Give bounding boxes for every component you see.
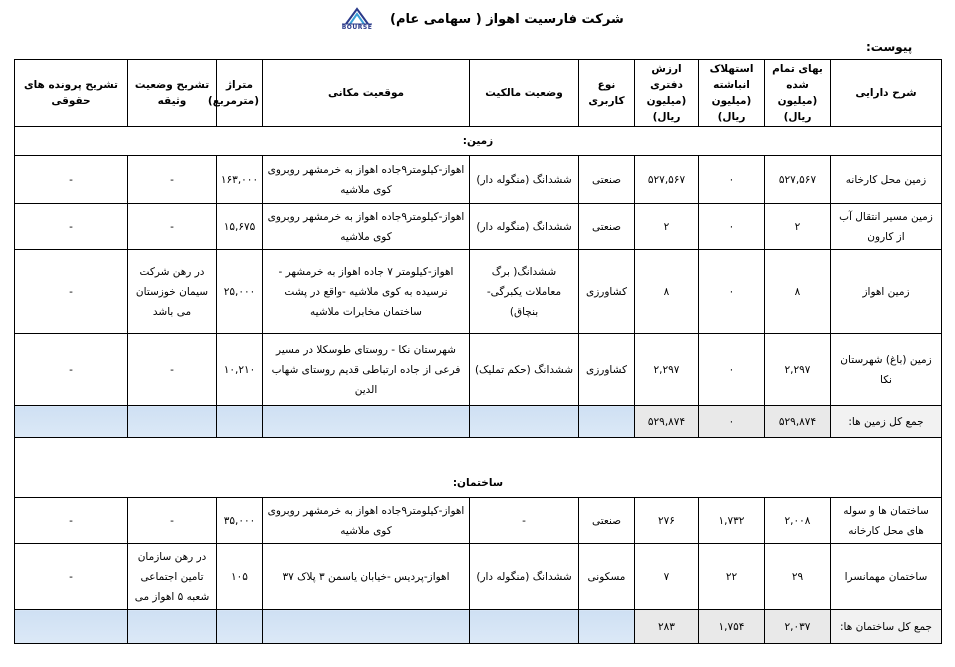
- area-cell: ۲۵,۰۰۰: [217, 250, 263, 334]
- location-cell: اهواز-کیلومتر ۷ جاده اهواز به خرمشهر - نرسیده به کوی ملاشیه -واقع در پشت ساختمان مخابرات ملاشیه: [263, 250, 470, 334]
- column-header: تشریح پرونده های حقوقی: [15, 60, 128, 127]
- asset-description: زمین محل کارخانه: [831, 156, 942, 204]
- location-cell: اهواز-کیلومتر۹جاده اهواز به خرمشهر روبروی کوی ملاشیه: [263, 204, 470, 250]
- blank-cell: [263, 610, 470, 644]
- page-header: [0, 0, 955, 60]
- ownership-cell: -: [470, 498, 579, 544]
- legal-cell: -: [15, 204, 128, 250]
- column-header: استهلاک انباشته (میلیون ریال): [699, 60, 765, 127]
- bourse-logo: [332, 6, 382, 38]
- blank-cell: [217, 406, 263, 438]
- depreciation-cell: ۲۲: [699, 544, 765, 610]
- depreciation-cell: ۰: [699, 156, 765, 204]
- table-row: [15, 334, 942, 406]
- blank-cell: [15, 406, 128, 438]
- column-header: موقعیت مکانی: [263, 60, 470, 127]
- section-title: ساختمان:: [15, 438, 942, 498]
- blank-cell: [263, 406, 470, 438]
- book-value-cell: ۲۷۶: [635, 498, 699, 544]
- table-row: [15, 544, 942, 610]
- total-depreciation: ۱,۷۵۴: [699, 610, 765, 644]
- collateral-cell: -: [128, 498, 217, 544]
- area-cell: ۱۶۳,۰۰۰: [217, 156, 263, 204]
- location-cell: اهواز-پردیس -خیابان یاسمن ۳ پلاک ۳۷: [263, 544, 470, 610]
- blank-cell: [15, 610, 128, 644]
- depreciation-cell: ۱,۷۳۲: [699, 498, 765, 544]
- column-header: تشریح وضعیت وثیقه: [128, 60, 217, 127]
- depreciation-cell: ۰: [699, 204, 765, 250]
- usage-cell: صنعتی: [579, 204, 635, 250]
- area-cell: ۳۵,۰۰۰: [217, 498, 263, 544]
- column-header: شرح دارایی: [831, 60, 942, 127]
- depreciation-cell: ۰: [699, 334, 765, 406]
- section-row-land: [15, 127, 942, 156]
- location-cell: اهواز-کیلومتر۹جاده اهواز به خرمشهر روبروی کوی ملاشیه: [263, 156, 470, 204]
- ownership-cell: ششدانگ (منگوله دار): [470, 204, 579, 250]
- asset-description: ساختمان مهمانسرا: [831, 544, 942, 610]
- cost-cell: ۸: [765, 250, 831, 334]
- section-row-buildings: [15, 438, 942, 498]
- area-cell: ۱۰۵: [217, 544, 263, 610]
- usage-cell: صنعتی: [579, 498, 635, 544]
- cost-cell: ۵۲۷,۵۶۷: [765, 156, 831, 204]
- ownership-cell: ششدانگ (منگوله دار): [470, 156, 579, 204]
- location-cell: شهرستان نکا - روستای طوسکلا در مسیر فرعی از جاده ارتباطی قدیم روستای شهاب الدین: [263, 334, 470, 406]
- book-value-cell: ۵۲۷,۵۶۷: [635, 156, 699, 204]
- book-value-cell: ۲: [635, 204, 699, 250]
- company-title: شرکت فارسیت اهواز ( سهامی عام): [390, 12, 624, 27]
- legal-cell: -: [15, 334, 128, 406]
- total-depreciation: ۰: [699, 406, 765, 438]
- collateral-cell: در رهن شرکت سیمان خوزستان می باشد: [128, 250, 217, 334]
- total-book-value: ۵۲۹,۸۷۴: [635, 406, 699, 438]
- book-value-cell: ۸: [635, 250, 699, 334]
- total-row-buildings: [15, 610, 942, 644]
- blank-cell: [470, 610, 579, 644]
- column-header: نوع کاربری: [579, 60, 635, 127]
- total-label: جمع کل ساختمان ها:: [831, 610, 942, 644]
- table-row: [15, 156, 942, 204]
- column-header: بهای تمام شده (میلیون ریال): [765, 60, 831, 127]
- assets-table: [14, 59, 942, 644]
- depreciation-cell: ۰: [699, 250, 765, 334]
- cost-cell: ۲۹: [765, 544, 831, 610]
- table-header-row: [15, 60, 942, 127]
- collateral-cell: -: [128, 204, 217, 250]
- blank-cell: [128, 406, 217, 438]
- asset-description: زمین (باغ) شهرستان نکا: [831, 334, 942, 406]
- collateral-cell: -: [128, 156, 217, 204]
- book-value-cell: ۲,۲۹۷: [635, 334, 699, 406]
- blank-cell: [217, 610, 263, 644]
- asset-description: زمین مسیر انتقال آب از کارون: [831, 204, 942, 250]
- area-cell: ۱۵,۶۷۵: [217, 204, 263, 250]
- cost-cell: ۲,۲۹۷: [765, 334, 831, 406]
- collateral-cell: -: [128, 334, 217, 406]
- usage-cell: کشاورزی: [579, 250, 635, 334]
- legal-cell: -: [15, 250, 128, 334]
- asset-description: زمین اهواز: [831, 250, 942, 334]
- book-value-cell: ۷: [635, 544, 699, 610]
- cost-cell: ۲,۰۰۸: [765, 498, 831, 544]
- legal-cell: -: [15, 498, 128, 544]
- blank-cell: [579, 610, 635, 644]
- table-row: [15, 250, 942, 334]
- total-label: جمع کل زمین ها:: [831, 406, 942, 438]
- total-cost: ۵۲۹,۸۷۴: [765, 406, 831, 438]
- legal-cell: -: [15, 544, 128, 610]
- column-header: متراژ (مترمربع): [217, 60, 263, 127]
- appendix-label: پیوست:: [866, 40, 913, 54]
- area-cell: ۱۰,۲۱۰: [217, 334, 263, 406]
- usage-cell: صنعتی: [579, 156, 635, 204]
- legal-cell: -: [15, 156, 128, 204]
- ownership-cell: ششدانگ( برگ معاملات یکبرگی-بنچاق): [470, 250, 579, 334]
- table-row: [15, 498, 942, 544]
- total-book-value: ۲۸۳: [635, 610, 699, 644]
- blank-cell: [128, 610, 217, 644]
- section-title: زمین:: [15, 127, 942, 156]
- asset-description: ساختمان ها و سوله های محل کارخانه: [831, 498, 942, 544]
- location-cell: اهواز-کیلومتر۹جاده اهواز به خرمشهر روبروی کوی ملاشیه: [263, 498, 470, 544]
- ownership-cell: ششدانگ (حکم تملیک): [470, 334, 579, 406]
- cost-cell: ۲: [765, 204, 831, 250]
- blank-cell: [470, 406, 579, 438]
- ownership-cell: ششدانگ (منگوله دار): [470, 544, 579, 610]
- column-header: وضعیت مالکیت: [470, 60, 579, 127]
- collateral-cell: در رهن سازمان تامین اجتماعی شعبه ۵ اهواز می: [128, 544, 217, 610]
- usage-cell: کشاورزی: [579, 334, 635, 406]
- total-row-land: [15, 406, 942, 438]
- usage-cell: مسکونی: [579, 544, 635, 610]
- blank-cell: [579, 406, 635, 438]
- column-header: ارزش دفتری (میلیون ریال): [635, 60, 699, 127]
- total-cost: ۲,۰۳۷: [765, 610, 831, 644]
- table-row: [15, 204, 942, 250]
- logo-text: BOURSE: [341, 24, 373, 31]
